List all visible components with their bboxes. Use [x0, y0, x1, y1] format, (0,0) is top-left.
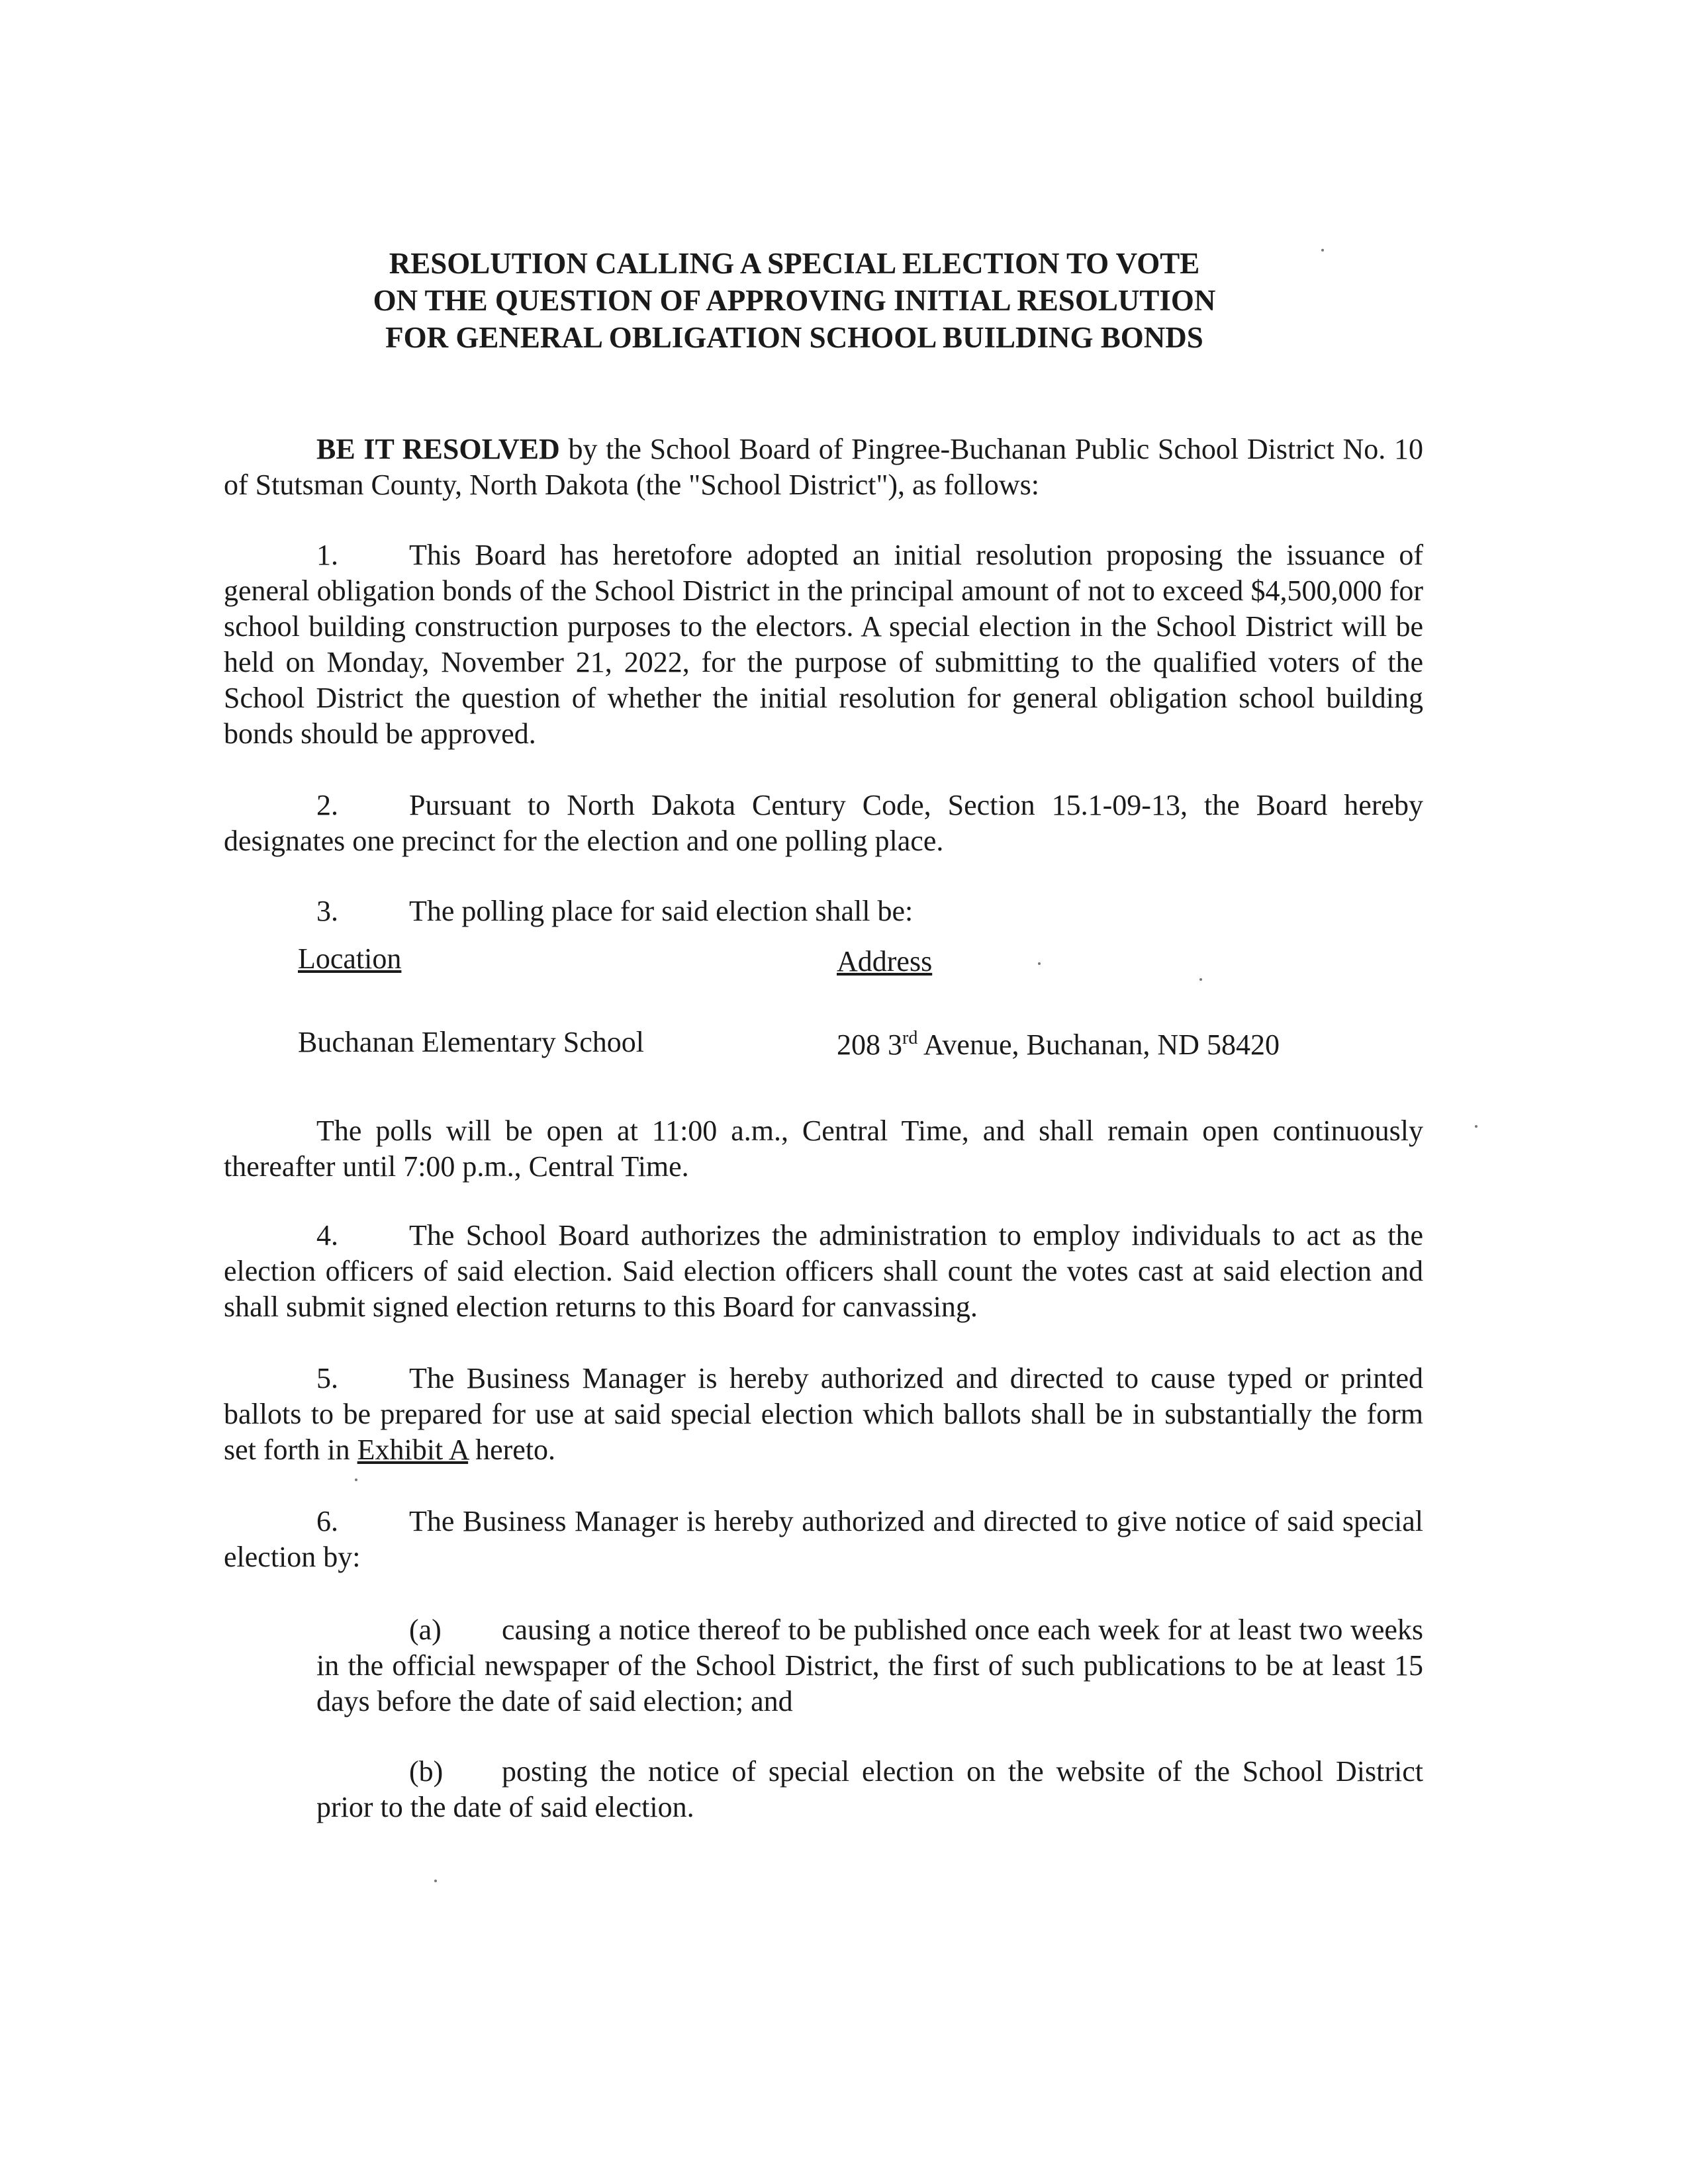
- scan-speck: [355, 1479, 357, 1481]
- address-suffix: Avenue, Buchanan, ND 58420: [917, 1028, 1280, 1061]
- scan-speck: [1321, 249, 1324, 251]
- section-3-text: The polling place for said election shall be:: [409, 895, 914, 927]
- address-prefix: 208 3: [837, 1028, 902, 1061]
- section-2-text: Pursuant to North Dakota Century Code, Section 15.1-09-13, the Board hereby designates one precinct for the election and one polling place.: [224, 789, 1423, 857]
- intro-paragraph: [224, 432, 1423, 503]
- section-4: [224, 1218, 1423, 1325]
- section-6b-label: (b): [409, 1755, 444, 1788]
- section-6-text: The Business Manager is hereby authorized and directed to give notice of said special election by:: [224, 1505, 1423, 1573]
- polls-hours-text: The polls will be open at 11:00 a.m., Central Time, and shall remain open continuously thereafter until 7:00 p.m., Central Time.: [224, 1115, 1423, 1183]
- section-1-text: This Board has heretofore adopted an initial resolution proposing the issuance of general obligation bonds of the School District in the principal amount of not to exceed $4,500,000 for school building construction purposes to the electors. A special election in the School District will be held on Monday, November 21, 2022, for the purpose of submitting to the qualified voters of the School District the question of whether the initial resolution for general obligation school building bonds should be approved.: [224, 539, 1423, 750]
- polling-address: [837, 1027, 1280, 1063]
- scan-speck: [434, 1880, 437, 1882]
- section-4-number: 4.: [316, 1219, 338, 1251]
- polls-hours-paragraph: [224, 1113, 1423, 1185]
- section-6b: [316, 1754, 1423, 1825]
- section-5: [224, 1361, 1423, 1468]
- section-5-number: 5.: [316, 1362, 338, 1394]
- section-6a-text: causing a notice thereof to be published once each week for at least two weeks in the official newspaper of the School District, the first of such publications to be at least 15 days before the date of said election; and: [316, 1614, 1423, 1717]
- title-line-3: FOR GENERAL OBLIGATION SCHOOL BUILDING BONDS: [385, 321, 1203, 354]
- section-3: [224, 893, 1423, 929]
- section-5-text-before: The Business Manager is hereby authorized and directed to cause typed or printed ballots to be prepared for use at said special election which ballots shall be in substantially the form set forth in: [224, 1362, 1423, 1466]
- title-line-1: RESOLUTION CALLING A SPECIAL ELECTION TO VOTE: [389, 247, 1200, 280]
- table-header-location: Location: [298, 942, 402, 975]
- section-2: [224, 788, 1423, 859]
- scan-speck: [1038, 962, 1041, 965]
- section-4-text: The School Board authorizes the administration to employ individuals to act as the election officers of said election. Said election officers shall count the votes cast at said election and shall submit signed election returns to this Board for canvassing.: [224, 1219, 1423, 1323]
- section-6b-text: posting the notice of special election on the website of the School District prior to the date of said election.: [316, 1755, 1423, 1823]
- scan-speck: [1475, 1125, 1477, 1128]
- section-6-number: 6.: [316, 1505, 338, 1537]
- resolution-title: [331, 245, 1258, 356]
- exhibit-a-reference: Exhibit A: [357, 1433, 469, 1466]
- table-header-address: Address: [837, 945, 933, 978]
- section-5-text-after: hereto.: [468, 1433, 556, 1466]
- section-6: [224, 1504, 1423, 1575]
- intro-text: by the School Board of Pingree-Buchanan Public School District No. 10 of Stutsman County, North Dakota (the "School District"), as follows:: [224, 433, 1423, 501]
- section-6a: [316, 1612, 1423, 1719]
- polling-location: Buchanan Elementary School: [298, 1026, 644, 1058]
- intro-lead: BE IT RESOLVED: [316, 433, 560, 465]
- section-1: [224, 537, 1423, 752]
- section-1-number: 1.: [316, 539, 338, 571]
- scan-speck: [1199, 978, 1202, 981]
- section-3-number: 3.: [316, 895, 338, 927]
- section-6a-label: (a): [409, 1614, 442, 1646]
- address-ordinal: rd: [902, 1028, 918, 1048]
- title-line-2: ON THE QUESTION OF APPROVING INITIAL RESOLUTION: [373, 284, 1216, 317]
- section-2-number: 2.: [316, 789, 338, 821]
